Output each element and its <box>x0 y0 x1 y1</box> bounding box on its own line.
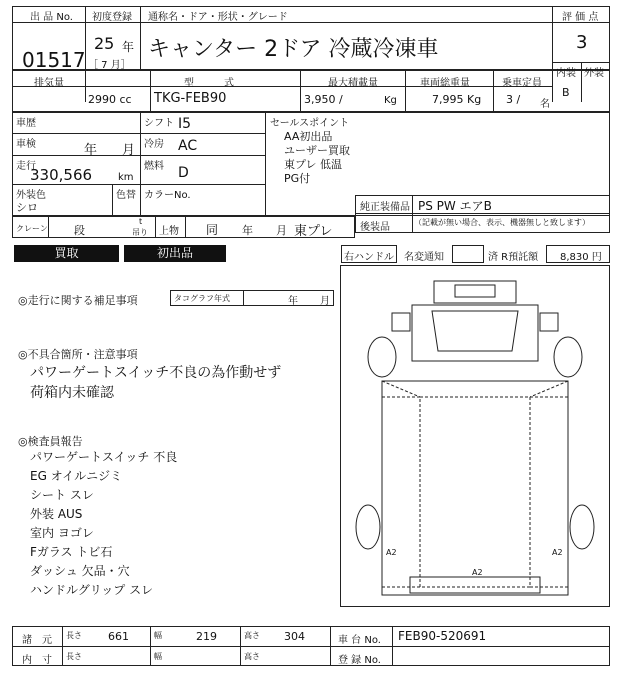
cab-body <box>412 305 538 361</box>
inner-dims-label: 内 寸 <box>22 655 52 666</box>
buy-button[interactable]: 買取 <box>14 245 119 262</box>
load-unit: Kg <box>384 95 397 106</box>
inspector-item: ハンドルグリップ スレ <box>30 583 154 597</box>
body-year: 年 <box>242 224 253 237</box>
crane-label: クレーン <box>16 224 48 233</box>
name-change-box <box>452 245 484 263</box>
sales-label: セールスポイント <box>270 118 350 129</box>
first-reg-year: 25 <box>94 34 115 53</box>
defect-title: ◎不具合箇所・注意事項 <box>18 348 138 361</box>
gross-value: 7,995 Kg <box>432 93 482 106</box>
length-label: 長さ <box>66 631 82 640</box>
cargo-left-side <box>382 397 420 587</box>
cab-roof <box>434 281 516 303</box>
mileage-value: 330,566 <box>30 166 93 184</box>
name-change-label: 名変通知 <box>404 252 444 263</box>
damage-mark: A2 <box>472 568 483 577</box>
mileage-unit: km <box>118 172 134 183</box>
tacho-year: 年 <box>288 296 298 307</box>
color-label: 外装色 <box>16 190 46 201</box>
load-value: 3,950 / <box>304 93 343 106</box>
width-value: 219 <box>196 630 217 643</box>
inner-height-label: 高さ <box>244 652 260 661</box>
retrofit-note: （記載が無い場合、表示、機器無しと致します） <box>414 218 590 227</box>
model-value: TKG-FEB90 <box>154 91 227 106</box>
rear-bumper <box>410 577 540 593</box>
body-maker: 東プレ <box>294 224 333 239</box>
supplement-title: ◎走行に関する補足事項 <box>18 294 138 307</box>
fuel-value: D <box>178 165 189 181</box>
damage-mark: A2 <box>386 548 397 557</box>
cc-label: 排気量 <box>34 78 64 89</box>
first-reg-label: 初度登録 <box>92 12 132 23</box>
inspector-item: パワーゲートスイッチ 不良 <box>30 450 178 464</box>
fuel-label: 燃料 <box>144 161 164 172</box>
car-name: キャンター 2ドア 冷蔵冷凍車 <box>148 37 439 62</box>
front-right-wheel <box>554 337 582 377</box>
equipment-label: 純正装備品 <box>360 202 410 213</box>
front-left-wheel <box>368 337 396 377</box>
color-no-label: 色替 <box>116 190 136 201</box>
length-value: 661 <box>108 630 129 643</box>
sales-point: 東プレ 低温 <box>284 158 343 171</box>
height-value: 304 <box>284 630 305 643</box>
height-label: 高さ <box>244 631 260 640</box>
chassis-value: FEB90-520691 <box>398 629 487 643</box>
inspector-item: EG オイルニジミ <box>30 469 123 483</box>
inner-width-label: 幅 <box>154 652 162 661</box>
windshield <box>432 311 518 351</box>
body-same: 同 <box>206 223 219 237</box>
damage-mark: A2 <box>552 548 563 557</box>
cab-vent <box>455 285 495 297</box>
right-mirror <box>540 313 558 331</box>
gross-label: 車両総重量 <box>420 78 470 89</box>
lot-label: 出 品 No. <box>30 12 73 23</box>
tax-amount: 8,830 円 <box>560 252 602 263</box>
truck-diagram <box>340 265 610 607</box>
dims-label: 諸 元 <box>22 635 52 646</box>
inspector-title: ◎検査員報告 <box>18 435 83 448</box>
body-label: 上物 <box>159 226 179 237</box>
defect-item: 荷箱内未確認 <box>30 385 114 401</box>
inspection-month: 月 <box>122 143 136 158</box>
ac-label: 冷房 <box>144 139 164 150</box>
score-value: 3 <box>576 32 588 53</box>
capacity-unit: 名 <box>540 99 550 110</box>
color-value: シロ <box>16 201 38 214</box>
tacho-month: 月 <box>320 296 330 307</box>
crane-stage: 段 <box>74 224 85 237</box>
equipment-value: PS PW エアB <box>418 199 492 213</box>
ac-value: AC <box>178 138 198 154</box>
inner-length-label: 長さ <box>66 652 82 661</box>
cargo-right-side <box>530 397 568 587</box>
year-unit: 年 <box>122 40 135 54</box>
width-label: 幅 <box>154 631 162 640</box>
sales-point: ユーザー買取 <box>284 144 350 157</box>
reg-label: 登 録 No. <box>338 655 381 666</box>
cargo-front <box>382 381 568 397</box>
cc-value: 2990 cc <box>88 93 132 106</box>
score-label: 評 価 点 <box>562 12 599 23</box>
interior-score: B <box>562 86 570 99</box>
crane-ton: 吊り <box>132 228 148 237</box>
body-month: 月 <box>276 224 287 237</box>
model-label: 型 式 <box>184 78 234 89</box>
defect-item: パワーゲートスイッチ不良の為作動せず <box>30 365 282 381</box>
rear-right-wheel <box>570 505 594 549</box>
load-label: 最大積載量 <box>328 78 378 89</box>
tax-label: 済 R預託額 <box>488 252 539 263</box>
inspector-item: ダッシュ 欠品・穴 <box>30 564 130 578</box>
inspector-item: Fガラス トビ石 <box>30 545 113 559</box>
crane-ton-top: t <box>139 217 143 226</box>
left-mirror <box>392 313 410 331</box>
name-label: 通称名・ドア・形状・グレード <box>148 12 288 23</box>
capacity-label: 乗車定員 <box>502 78 542 89</box>
sales-point: PG付 <box>284 172 311 185</box>
lot-number: 01517 <box>22 48 86 72</box>
mileage-label: 走行 <box>16 161 36 172</box>
cargo-box <box>382 381 568 595</box>
inspector-item: 室内 ヨゴレ <box>30 526 94 540</box>
inspection-label: 車検 <box>16 139 36 150</box>
inspector-item: シート スレ <box>30 488 94 502</box>
capacity-value: 3 / <box>506 93 521 106</box>
exterior-label: 外装 <box>584 68 604 79</box>
first-listing-button[interactable]: 初出品 <box>124 245 226 262</box>
shift-label: シフト <box>144 118 174 129</box>
cargo-roof <box>420 397 530 587</box>
tacho-label: タコグラフ年式 <box>174 294 230 303</box>
shift-value: I5 <box>178 116 192 132</box>
rear-left-wheel <box>356 505 380 549</box>
chassis-label: 車 台 No. <box>338 635 381 646</box>
retrofit-label: 後装品 <box>360 222 390 233</box>
sales-point: AA初出品 <box>284 130 333 143</box>
inspector-item: 外装 AUS <box>30 507 83 521</box>
color-code-label: カラーNo. <box>144 190 191 201</box>
interior-label: 内装 <box>556 68 576 79</box>
first-reg-month: ［ 7 月］ <box>88 60 131 71</box>
inspection-year: 年 <box>84 143 98 158</box>
history-label: 車歴 <box>16 118 36 129</box>
rhd-label: 右ハンドル <box>344 252 394 263</box>
